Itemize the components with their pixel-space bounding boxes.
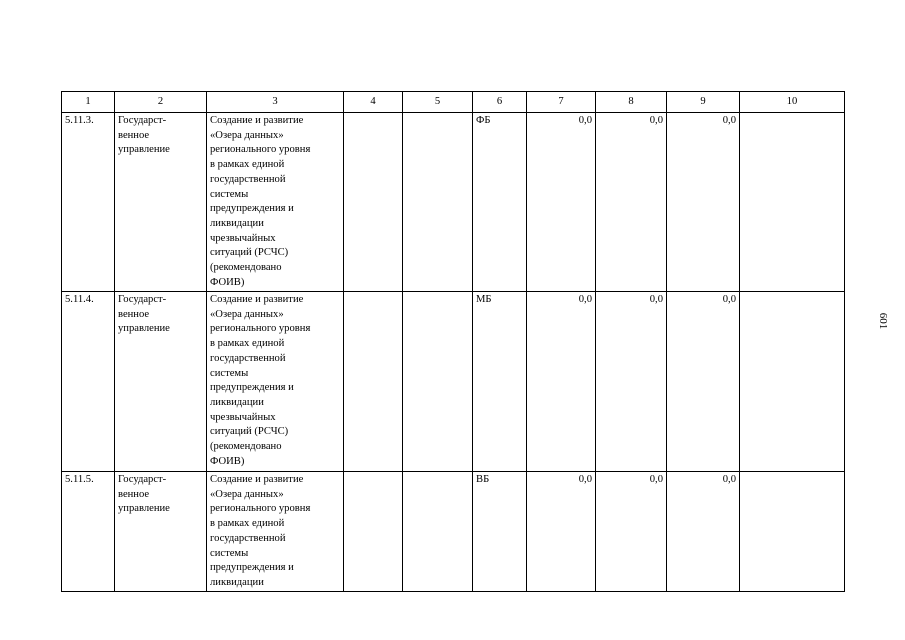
row-description: Создание и развитие «Озера данных» регионального уровня в рамках единой государственной системы предупреждения и ликвидации чрезвычайных ситуаций (РСЧС) (рекомендовано ФОИВ) (207, 113, 344, 292)
row-code: 5.11.3. (62, 113, 115, 292)
header-cell-4: 4 (344, 92, 403, 113)
row-col5 (403, 472, 473, 592)
row-col10 (740, 292, 845, 472)
table-header (62, 92, 845, 113)
row-value-8: 0,0 (596, 472, 667, 592)
row-col5 (403, 113, 473, 292)
row-description: Создание и развитие «Озера данных» регионального уровня в рамках единой государственной системы предупреждения и ликвидации чрезвычайных ситуаций (РСЧС) (рекомендовано ФОИВ) (207, 292, 344, 472)
row-col10 (740, 113, 845, 292)
header-cell-1: 1 (62, 92, 115, 113)
table-row (62, 292, 845, 472)
header-cell-9: 9 (667, 92, 740, 113)
row-value-8: 0,0 (596, 113, 667, 292)
row-col4 (344, 292, 403, 472)
header-cell-3: 3 (207, 92, 344, 113)
row-col10 (740, 472, 845, 592)
row-sector: Государст- венное управление (115, 472, 207, 592)
header-cell-5: 5 (403, 92, 473, 113)
header-cell-7: 7 (527, 92, 596, 113)
row-col5 (403, 292, 473, 472)
row-value-7: 0,0 (527, 292, 596, 472)
row-value-8: 0,0 (596, 292, 667, 472)
row-code: 5.11.5. (62, 472, 115, 592)
row-sector: Государст- венное управление (115, 292, 207, 472)
header-cell-8: 8 (596, 92, 667, 113)
row-value-9: 0,0 (667, 292, 740, 472)
table-row (62, 113, 845, 292)
row-description: Создание и развитие «Озера данных» регионального уровня в рамках единой государственной системы предупреждения и ликвидации (207, 472, 344, 592)
row-source: ВБ (473, 472, 527, 592)
row-source: МБ (473, 292, 527, 472)
row-col4 (344, 472, 403, 592)
row-value-7: 0,0 (527, 472, 596, 592)
header-cell-6: 6 (473, 92, 527, 113)
header-cell-2: 2 (115, 92, 207, 113)
table-row (62, 472, 845, 592)
row-value-9: 0,0 (667, 472, 740, 592)
header-row (62, 92, 845, 113)
row-value-9: 0,0 (667, 113, 740, 292)
row-code: 5.11.4. (62, 292, 115, 472)
row-col4 (344, 113, 403, 292)
header-cell-10: 10 (740, 92, 845, 113)
data-table (61, 91, 845, 592)
row-value-7: 0,0 (527, 113, 596, 292)
page-number: 601 (877, 312, 889, 330)
row-source: ФБ (473, 113, 527, 292)
table-body (62, 113, 845, 592)
row-sector: Государст- венное управление (115, 113, 207, 292)
